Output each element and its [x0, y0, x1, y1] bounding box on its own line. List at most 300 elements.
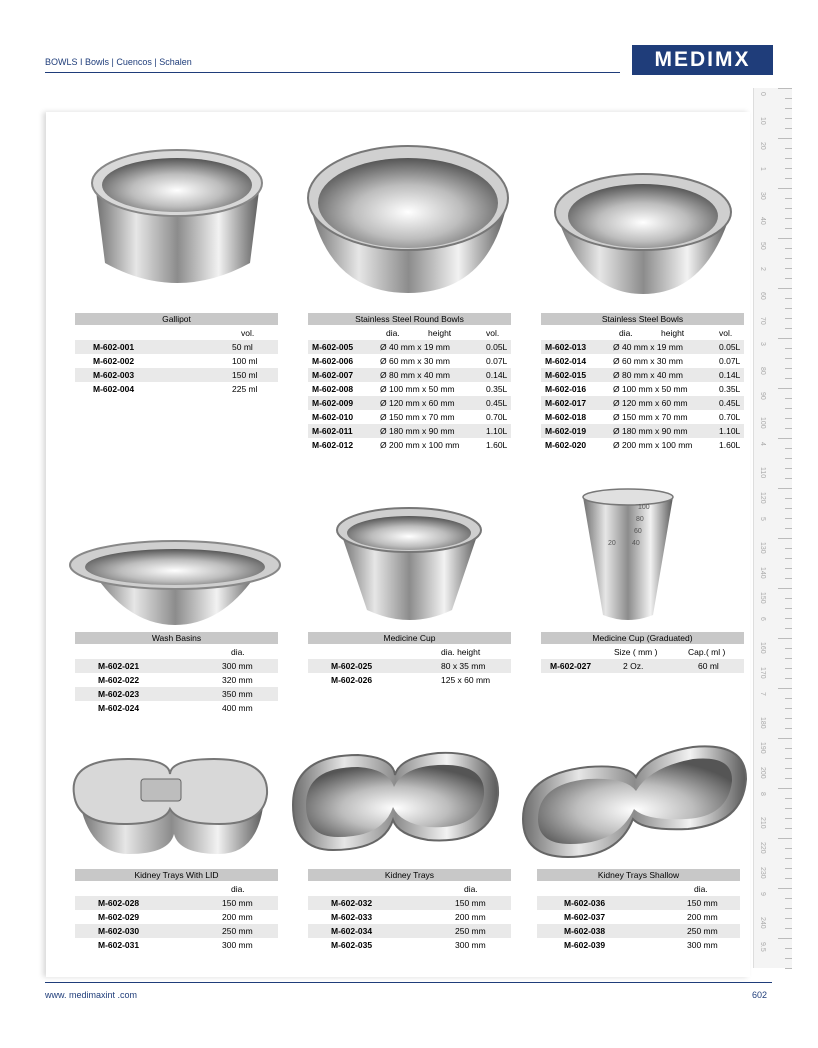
cell-value: 150 mm: [455, 898, 486, 908]
table-title: Kidney Trays With LID: [75, 869, 278, 882]
kidney-tray-shallow-image: [518, 739, 750, 861]
section-header: BOWLS I Bowls | Cuencos | Schalen: [45, 57, 192, 67]
cell-value: 0.45L: [719, 398, 741, 408]
ruler-tick: [785, 808, 792, 809]
ruler-tick: [785, 908, 792, 909]
ruler-tick: [785, 308, 792, 309]
ruler-tick: [785, 628, 792, 629]
cell-value: 150 mm: [687, 898, 718, 908]
table-header-row: [75, 882, 278, 896]
ruler-label: 160: [759, 642, 766, 654]
ruler-label: 120: [759, 492, 766, 504]
table-header-row: [541, 645, 744, 659]
graduated-cup-image: [578, 487, 678, 624]
round-bowl-image: [306, 143, 511, 295]
product-code: M-602-032: [331, 898, 373, 908]
ruler-label: 110: [759, 467, 766, 479]
product-code: M-602-024: [98, 703, 140, 713]
ruler-tick: [785, 828, 792, 829]
ruler-tick: [785, 478, 792, 479]
column-header: dia.: [464, 884, 478, 894]
footer-url: www. medimaxint .com: [45, 990, 138, 1000]
gallipot-image: [85, 143, 270, 295]
ruler-label: 180: [759, 717, 766, 729]
ruler-tick: [785, 368, 792, 369]
ruler-tick: [785, 668, 792, 669]
product-code: M-602-029: [98, 912, 140, 922]
cell-value: 350 mm: [222, 689, 253, 699]
table-title: Gallipot: [75, 313, 278, 326]
ruler-tick: [778, 688, 792, 689]
graduation-label: 20: [608, 540, 616, 547]
table-row: [308, 673, 511, 687]
ruler-tick: [785, 898, 792, 899]
ruler-tick: [778, 338, 792, 339]
table-header-row: [537, 882, 740, 896]
cell-value: 300 mm: [222, 661, 253, 671]
ruler-tick: [785, 698, 792, 699]
ruler-label: 230: [759, 867, 766, 879]
table-row: [537, 910, 740, 924]
graduation-label: 80: [636, 516, 644, 523]
cell-value: Ø 80 mm x 40 mm: [613, 370, 683, 380]
table-row: [308, 424, 511, 438]
ruler-label: 210: [759, 817, 766, 829]
ruler-tick: [785, 298, 792, 299]
cell-value: Ø 80 mm x 40 mm: [380, 370, 450, 380]
ruler-tick: [785, 108, 792, 109]
product-code: M-602-022: [98, 675, 140, 685]
cell-value: 300 mm: [687, 940, 718, 950]
ruler-tick: [785, 508, 792, 509]
table-row: [75, 354, 278, 368]
wash-basin-image: [68, 537, 283, 625]
table-row: [541, 396, 744, 410]
ruler-tick: [785, 98, 792, 99]
ruler-tick: [785, 878, 792, 879]
product-code: M-602-020: [545, 440, 587, 450]
ruler-tick: [785, 758, 792, 759]
table-row: [308, 382, 511, 396]
ruler-label: 200: [759, 767, 766, 779]
ruler-tick: [778, 488, 792, 489]
ruler-label: 130: [759, 542, 766, 554]
table-row: [308, 938, 511, 952]
ruler-tick: [778, 438, 792, 439]
table-row: [541, 410, 744, 424]
ruler-tick: [785, 608, 792, 609]
table-row: [75, 382, 278, 396]
ruler-label: 100: [759, 417, 766, 429]
table-row: [537, 896, 740, 910]
cell-value: 150 ml: [232, 370, 258, 380]
ruler-tick: [785, 858, 792, 859]
cell-value: 200 mm: [455, 912, 486, 922]
product-code: M-602-037: [564, 912, 606, 922]
ruler-tick: [778, 538, 792, 539]
ruler-tick: [785, 678, 792, 679]
ruler-label: 190: [759, 742, 766, 754]
product-code: M-602-021: [98, 661, 140, 671]
ruler-tick: [778, 88, 792, 89]
ruler-tick: [785, 318, 792, 319]
column-header: dia.: [619, 328, 633, 338]
product-code: M-602-008: [312, 384, 354, 394]
ruler-tick: [785, 658, 792, 659]
ruler-tick: [785, 648, 792, 649]
cell-value: 0.35L: [486, 384, 508, 394]
column-header: dia.: [386, 328, 400, 338]
kidney-tray-image: [288, 745, 502, 857]
cell-value: 0.07L: [719, 356, 741, 366]
cell-value: 1.10L: [486, 426, 508, 436]
cell-value: 0.14L: [486, 370, 508, 380]
table-row: [308, 896, 511, 910]
ruler-tick: [778, 638, 792, 639]
ruler-tick: [785, 868, 792, 869]
ruler-tick: [785, 218, 792, 219]
product-code: M-602-014: [545, 356, 587, 366]
product-code: M-602-027: [550, 661, 592, 671]
cell-value: 320 mm: [222, 675, 253, 685]
header-rule: [45, 72, 620, 73]
ruler-tick: [785, 918, 792, 919]
ruler-tick: [785, 118, 792, 119]
table-header-row: [75, 645, 278, 659]
wash-basins-table: [75, 632, 278, 715]
product-code: M-602-005: [312, 342, 354, 352]
cell-value: Ø 150 mm x 70 mm: [613, 412, 688, 422]
product-code: M-602-004: [93, 384, 135, 394]
kidney-trays-lid-table: [75, 869, 278, 952]
product-code: M-602-010: [312, 412, 354, 422]
ruler-tick: [785, 748, 792, 749]
cell-value: 250 mm: [455, 926, 486, 936]
cell-value: Ø 40 mm x 19 mm: [613, 342, 683, 352]
product-code: M-602-006: [312, 356, 354, 366]
ruler-label: 70: [759, 317, 766, 325]
ruler-tick: [778, 838, 792, 839]
ruler-tick: [785, 128, 792, 129]
cell-value: Ø 100 mm x 50 mm: [613, 384, 688, 394]
ruler-tick: [785, 818, 792, 819]
product-code: M-602-003: [93, 370, 135, 380]
product-code: M-602-030: [98, 926, 140, 936]
ruler-tick: [785, 228, 792, 229]
cell-value: 0.05L: [486, 342, 508, 352]
table-title: Stainless Steel Round Bowls: [308, 313, 511, 326]
table-row: [308, 340, 511, 354]
product-code: M-602-034: [331, 926, 373, 936]
table-row: [75, 701, 278, 715]
column-header: height: [428, 328, 452, 338]
column-header: vol.: [241, 328, 255, 338]
ruler-tick: [785, 328, 792, 329]
ruler-label: 220: [759, 842, 766, 854]
kidney-tray-lid-image: [69, 754, 272, 859]
column-header: dia.: [694, 884, 708, 894]
ruler-label: 9.5: [759, 942, 766, 952]
product-code: M-602-016: [545, 384, 587, 394]
product-code: M-602-009: [312, 398, 354, 408]
cell-value: 0.05L: [719, 342, 741, 352]
ruler-tick: [785, 208, 792, 209]
ruler-tick: [785, 618, 792, 619]
table-row: [75, 659, 278, 673]
ruler-tick: [785, 428, 792, 429]
graduation-label: 100: [638, 504, 650, 511]
table-row: [75, 340, 278, 354]
column-header: Size ( mm ): [614, 647, 658, 657]
cell-value: 0.35L: [719, 384, 741, 394]
table-row: [308, 410, 511, 424]
ruler-tick: [785, 518, 792, 519]
ruler-tick: [785, 278, 792, 279]
ruler-label: 150: [759, 592, 766, 604]
ruler-label: 2: [759, 267, 766, 271]
cell-value: Ø 180 mm x 90 mm: [613, 426, 688, 436]
table-row: [75, 896, 278, 910]
cell-value: 1.10L: [719, 426, 741, 436]
cell-value: 1.60L: [719, 440, 741, 450]
kidney-trays-table: [308, 869, 511, 952]
brand-logo: MEDIMX: [632, 45, 773, 75]
cell-value: Ø 200 mm x 100 mm: [380, 440, 460, 450]
table-row: [75, 938, 278, 952]
gallipot-table: [75, 313, 278, 396]
product-code: M-602-039: [564, 940, 606, 950]
table-header-row: [75, 326, 278, 340]
medicine-cup-table: [308, 632, 511, 687]
table-title: Kidney Trays: [308, 869, 511, 882]
steel-bowls-table: [541, 313, 744, 452]
ruler-tick: [778, 788, 792, 789]
ruler-tick: [785, 168, 792, 169]
product-code: M-602-002: [93, 356, 135, 366]
page-number: 602: [752, 990, 768, 1000]
table-row: [75, 368, 278, 382]
product-code: M-602-028: [98, 898, 140, 908]
ruler-tick: [785, 158, 792, 159]
ruler-tick: [785, 768, 792, 769]
ruler-tick: [785, 448, 792, 449]
ruler-label: 6: [759, 617, 766, 621]
cell-value: 50 ml: [232, 342, 253, 352]
table-header-row: [308, 326, 511, 340]
ruler-tick: [785, 198, 792, 199]
product-code: M-602-035: [331, 940, 373, 950]
ruler-tick: [778, 188, 792, 189]
table-row: [541, 424, 744, 438]
product-code: M-602-019: [545, 426, 587, 436]
ruler-tick: [785, 178, 792, 179]
ruler-tick: [785, 528, 792, 529]
table-row: [541, 354, 744, 368]
ruler-tick: [785, 598, 792, 599]
column-header: vol.: [486, 328, 500, 338]
product-code: M-602-012: [312, 440, 354, 450]
kidney-trays-shallow-table: [537, 869, 740, 952]
table-row: [537, 924, 740, 938]
ruler-label: 0: [759, 92, 766, 96]
graduation-label: 60: [634, 528, 642, 535]
ruler-tick: [785, 498, 792, 499]
ruler-tick: [785, 408, 792, 409]
table-row: [308, 910, 511, 924]
column-header: dia.: [231, 647, 245, 657]
cell-value: 60 ml: [698, 661, 719, 671]
table-row: [308, 396, 511, 410]
product-code: M-602-011: [312, 426, 353, 436]
cell-value: 150 mm: [222, 898, 253, 908]
cell-value: 2 Oz.: [623, 661, 644, 671]
ruler-tick: [778, 938, 792, 939]
product-code: M-602-025: [331, 661, 373, 671]
table-title: Wash Basins: [75, 632, 278, 645]
table-row: [537, 938, 740, 952]
column-header: Cap.( ml ): [688, 647, 726, 657]
cell-value: 1.60L: [486, 440, 508, 450]
ruler-scale: [753, 88, 792, 968]
product-code: M-602-031: [98, 940, 140, 950]
cell-value: 0.07L: [486, 356, 508, 366]
product-code: M-602-038: [564, 926, 606, 936]
table-row: [308, 438, 511, 452]
cell-value: 80 x 35 mm: [441, 661, 486, 671]
table-row: [308, 368, 511, 382]
ruler-label: 80: [759, 367, 766, 375]
ruler-tick: [785, 258, 792, 259]
table-row: [308, 924, 511, 938]
ruler-tick: [785, 358, 792, 359]
cell-value: Ø 40 mm x 19 mm: [380, 342, 450, 352]
ruler-tick: [785, 558, 792, 559]
table-row: [541, 382, 744, 396]
cell-value: 125 x 60 mm: [441, 675, 491, 685]
ruler-label: 1: [759, 167, 766, 171]
ruler-tick: [778, 238, 792, 239]
table-row: [75, 924, 278, 938]
ruler-tick: [785, 378, 792, 379]
table-row: [541, 340, 744, 354]
ruler-tick: [785, 728, 792, 729]
ruler-tick: [778, 588, 792, 589]
ruler-label: 50: [759, 242, 766, 250]
product-code: M-602-033: [331, 912, 373, 922]
cell-value: 200 mm: [222, 912, 253, 922]
ruler-tick: [778, 288, 792, 289]
table-title: Kidney Trays Shallow: [537, 869, 740, 882]
ruler-tick: [785, 468, 792, 469]
ruler-tick: [785, 708, 792, 709]
column-header: dia.: [231, 884, 245, 894]
ruler-tick: [778, 138, 792, 139]
cell-value: Ø 150 mm x 70 mm: [380, 412, 455, 422]
cell-value: Ø 100 mm x 50 mm: [380, 384, 455, 394]
ruler-label: 30: [759, 192, 766, 200]
table-row: [75, 910, 278, 924]
ruler-label: 10: [759, 117, 766, 125]
cell-value: 0.14L: [719, 370, 741, 380]
ruler-tick: [785, 928, 792, 929]
product-code: M-602-036: [564, 898, 606, 908]
ruler-tick: [785, 268, 792, 269]
cell-value: 0.70L: [719, 412, 741, 422]
ruler-label: 3: [759, 342, 766, 346]
ruler-tick: [785, 398, 792, 399]
product-code: M-602-026: [331, 675, 373, 685]
round-bowls-table: [308, 313, 511, 452]
ruler-tick: [785, 948, 792, 949]
table-title: Medicine Cup: [308, 632, 511, 645]
product-code: M-602-023: [98, 689, 140, 699]
table-title: Medicine Cup (Graduated): [541, 632, 744, 645]
cell-value: 200 mm: [687, 912, 718, 922]
ruler-label: 90: [759, 392, 766, 400]
ruler-label: 20: [759, 142, 766, 150]
table-row: [308, 659, 511, 673]
table-row: [308, 354, 511, 368]
ruler-tick: [785, 718, 792, 719]
ruler-label: 4: [759, 442, 766, 446]
ruler-tick: [785, 148, 792, 149]
cell-value: Ø 120 mm x 60 mm: [613, 398, 688, 408]
ruler-tick: [785, 778, 792, 779]
ruler-label: 7: [759, 692, 766, 696]
cell-value: 300 mm: [455, 940, 486, 950]
ruler-tick: [785, 848, 792, 849]
cell-value: 400 mm: [222, 703, 253, 713]
cell-value: Ø 60 mm x 30 mm: [613, 356, 683, 366]
table-row: [75, 687, 278, 701]
footer-rule: [45, 982, 772, 983]
ruler-label: 40: [759, 217, 766, 225]
column-header: dia. height: [441, 647, 481, 657]
ruler-tick: [785, 248, 792, 249]
cell-value: 300 mm: [222, 940, 253, 950]
ruler-label: 8: [759, 792, 766, 796]
cell-value: 100 ml: [232, 356, 258, 366]
table-row: [75, 673, 278, 687]
ruler-tick: [778, 738, 792, 739]
ruler-tick: [785, 568, 792, 569]
product-code: M-602-001: [93, 342, 135, 352]
ruler-label: 9: [759, 892, 766, 896]
cell-value: 0.70L: [486, 412, 508, 422]
product-code: M-602-007: [312, 370, 354, 380]
ruler-tick: [785, 798, 792, 799]
ruler-tick: [785, 958, 792, 959]
steel-bowl-image: [551, 172, 736, 297]
graduation-label: 40: [632, 540, 640, 547]
medicine-cup-image: [332, 505, 487, 625]
cell-value: Ø 200 mm x 100 mm: [613, 440, 693, 450]
ruler-tick: [785, 458, 792, 459]
product-code: M-602-017: [545, 398, 587, 408]
ruler-label: 170: [759, 667, 766, 679]
table-header-row: [308, 645, 511, 659]
cell-value: Ø 60 mm x 30 mm: [380, 356, 450, 366]
ruler-tick: [785, 578, 792, 579]
column-header: height: [661, 328, 685, 338]
ruler-label: 5: [759, 517, 766, 521]
ruler-tick: [785, 348, 792, 349]
cell-value: 250 mm: [222, 926, 253, 936]
cell-value: Ø 120 mm x 60 mm: [380, 398, 455, 408]
cell-value: 0.45L: [486, 398, 508, 408]
product-code: M-602-015: [545, 370, 587, 380]
graduated-cup-table: [541, 632, 744, 673]
